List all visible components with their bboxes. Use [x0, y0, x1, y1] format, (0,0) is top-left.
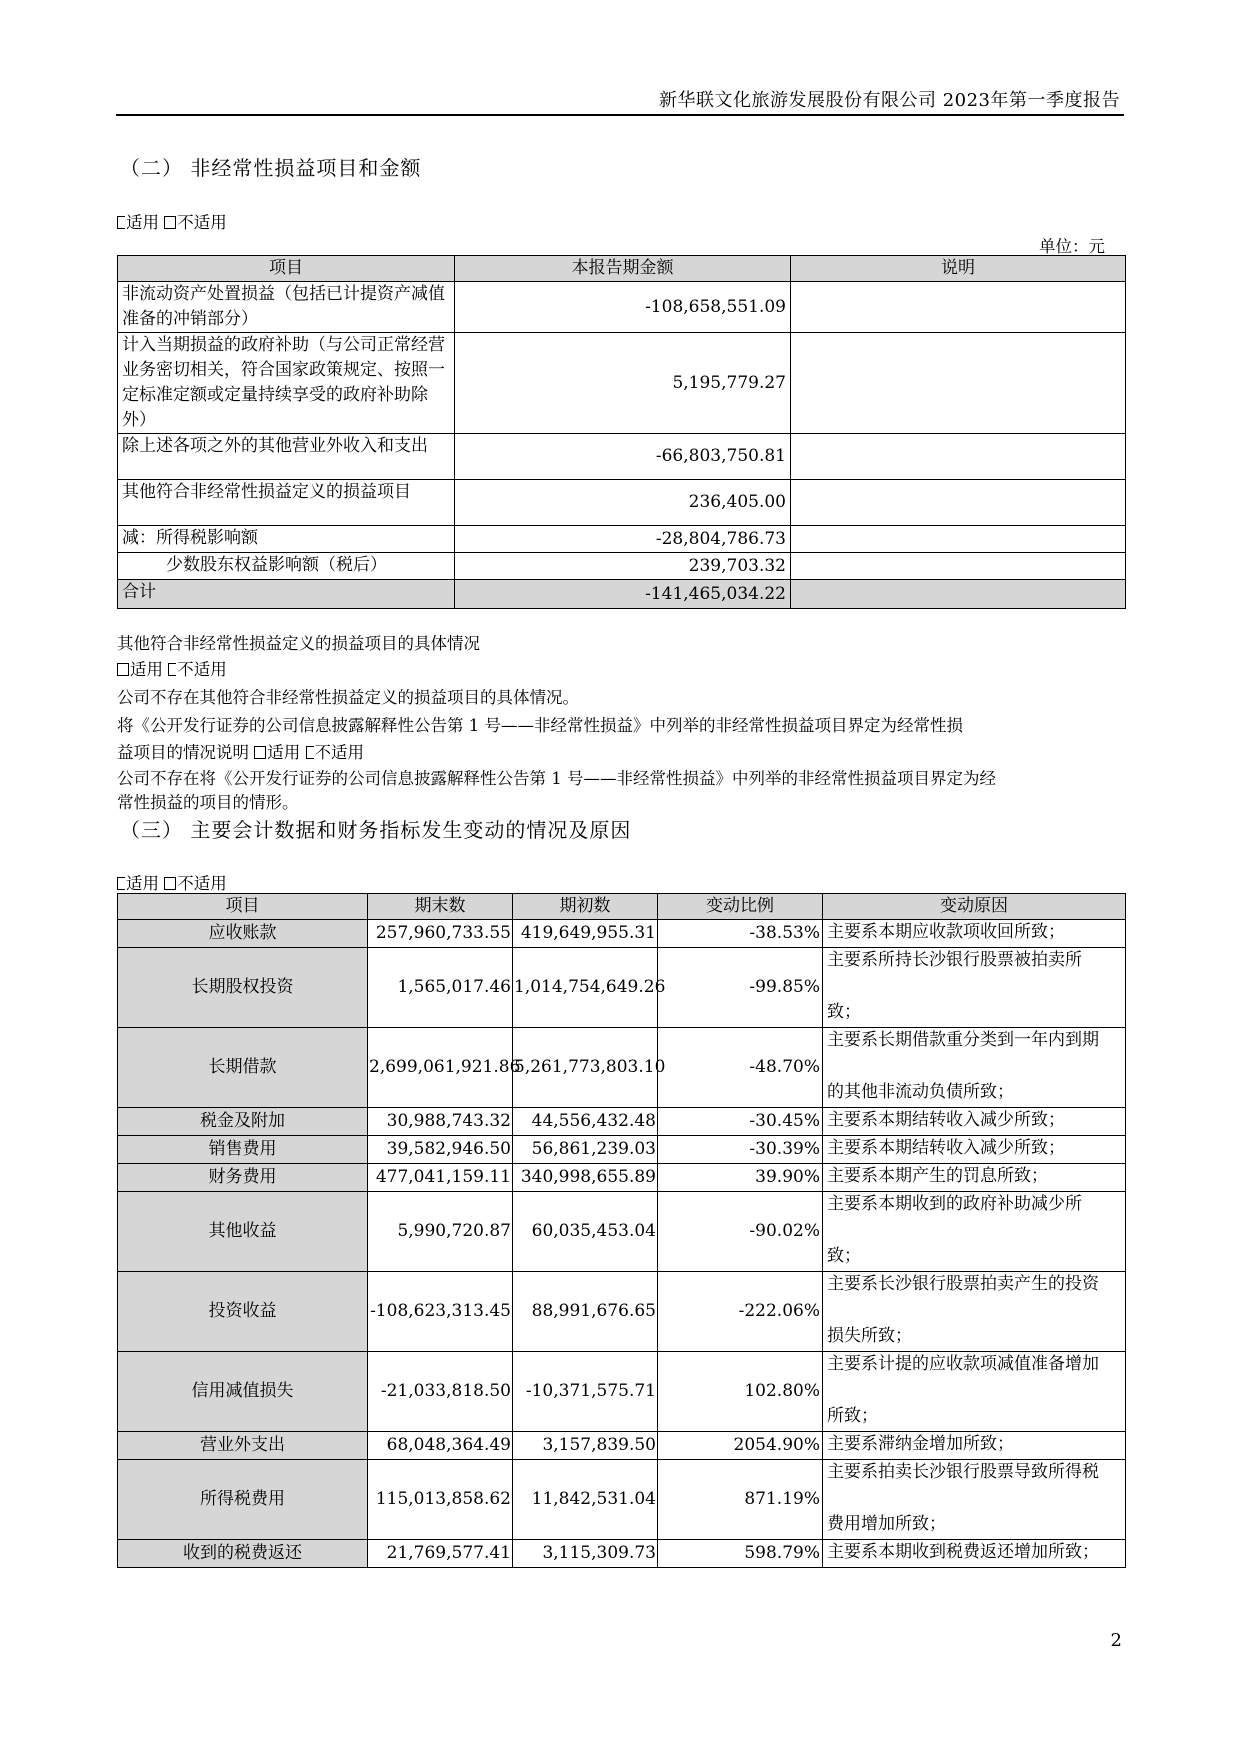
checked-box-icon	[117, 216, 125, 229]
statement-prefix: 益项目的情况说明	[117, 743, 249, 762]
item-name: 销售费用	[118, 1136, 368, 1164]
period-begin-value: 60,035,453.04	[513, 1192, 658, 1272]
reason-line: 主要系滞纳金增加所致；	[827, 1434, 1014, 1454]
reason-line: 主要系拍卖长沙银行股票导致所得税	[827, 1462, 1099, 1482]
item-name: 营业外支出	[118, 1432, 368, 1460]
period-begin-value: 340,998,655.89	[513, 1164, 658, 1192]
reason-line: 主要系本期结转收入减少所致；	[827, 1138, 1065, 1158]
change-reason	[823, 948, 1126, 1028]
note-cell	[791, 480, 1126, 526]
item-name: 税金及附加	[118, 1108, 368, 1136]
note-cell	[791, 553, 1126, 580]
change-ratio: -30.45%	[658, 1108, 823, 1136]
not-applicable-label: 不适用	[177, 213, 227, 232]
table-row	[118, 1460, 1126, 1540]
reason-line: 主要系本期产生的罚息所致；	[827, 1166, 1048, 1186]
table-row	[118, 1192, 1126, 1272]
unit-label: 单位：元	[1039, 237, 1105, 256]
table-row	[118, 1164, 1126, 1192]
period-end-value: 1,565,017.46	[368, 948, 513, 1028]
amount-cell: -108,658,551.09	[455, 282, 791, 333]
table-row	[118, 580, 1126, 609]
change-ratio: 39.90%	[658, 1164, 823, 1192]
table-row	[118, 434, 1126, 480]
change-reason	[823, 1272, 1126, 1352]
column-header: 期初数	[513, 894, 658, 920]
item-name: 少数股东权益影响额（税后）	[118, 553, 455, 580]
applicable-label: 适用	[126, 874, 159, 893]
checkbox-icon	[254, 746, 266, 759]
table-row	[118, 282, 1126, 333]
reason-line: 主要系本期收到的政府补助减少所	[827, 1194, 1082, 1214]
reason-line: 所致；	[827, 1406, 878, 1426]
non-recurring-items-table	[117, 255, 1126, 609]
item-name: 长期股权投资	[118, 948, 368, 1028]
period-end-value: -21,033,818.50	[368, 1352, 513, 1432]
table-row	[118, 526, 1126, 553]
amount-cell: 239,703.32	[455, 553, 791, 580]
reason-line: 致；	[827, 1002, 861, 1022]
not-applicable-label: 不适用	[314, 743, 364, 762]
change-reason	[823, 1192, 1126, 1272]
period-end-value: 477,041,159.11	[368, 1164, 513, 1192]
column-header: 项目	[118, 256, 455, 282]
statement-line: 常性损益的项目的情形。	[117, 793, 299, 812]
change-reason	[823, 1352, 1126, 1432]
not-applicable-label: 不适用	[177, 660, 227, 679]
reason-line: 主要系本期收到税费返还增加所致；	[827, 1542, 1099, 1562]
page-number: 2	[1110, 1630, 1122, 1651]
item-name: 应收账款	[118, 920, 368, 948]
change-ratio: 598.79%	[658, 1540, 823, 1568]
change-reason	[823, 920, 1126, 948]
note-cell	[791, 526, 1126, 553]
section3-heading: （三） 主要会计数据和财务指标发生变动的情况及原因	[120, 818, 632, 842]
period-end-value: -108,623,313.45	[368, 1272, 513, 1352]
note-cell	[791, 282, 1126, 333]
period-begin-value: 1,014,754,649.26	[513, 948, 658, 1028]
item-name: 其他符合非经常性损益定义的损益项目	[118, 480, 455, 526]
table-row	[118, 553, 1126, 580]
table-row	[118, 333, 1126, 434]
item-name: 财务费用	[118, 1164, 368, 1192]
table-row	[118, 1028, 1126, 1108]
change-reason	[823, 1432, 1126, 1460]
period-begin-value: 3,157,839.50	[513, 1432, 658, 1460]
period-begin-value: 88,991,676.65	[513, 1272, 658, 1352]
change-ratio: 2054.90%	[658, 1432, 823, 1460]
column-header: 项目	[118, 894, 368, 920]
reason-line: 主要系长沙银行股票拍卖产生的投资	[827, 1274, 1099, 1294]
change-ratio: -48.70%	[658, 1028, 823, 1108]
other-items-line: 其他符合非经常性损益定义的损益项目的具体情况	[117, 634, 480, 653]
change-reason	[823, 1108, 1126, 1136]
change-ratio: 102.80%	[658, 1352, 823, 1432]
item-name: 其他收益	[118, 1192, 368, 1272]
statement-line: 将《公开发行证券的公司信息披露解释性公告第 1 号——非经常性损益》中列举的非经常性损益项目界定为经常性损	[117, 716, 963, 735]
financial-changes-table	[117, 893, 1126, 1568]
amount-cell: -66,803,750.81	[455, 434, 791, 480]
change-reason	[823, 1028, 1126, 1108]
change-ratio: -38.53%	[658, 920, 823, 948]
note-cell	[791, 580, 1126, 609]
period-end-value: 2,699,061,921.86	[368, 1028, 513, 1108]
table-row	[118, 480, 1126, 526]
reason-line: 主要系所持长沙银行股票被拍卖所	[827, 950, 1082, 970]
reason-line: 费用增加所致；	[827, 1514, 946, 1534]
change-ratio: -222.06%	[658, 1272, 823, 1352]
period-end-value: 5,990,720.87	[368, 1192, 513, 1272]
note-cell	[791, 434, 1126, 480]
section2-heading: （二） 非经常性损益项目和金额	[120, 156, 422, 180]
period-begin-value: -10,371,575.71	[513, 1352, 658, 1432]
table-row	[118, 1272, 1126, 1352]
amount-cell: -141,465,034.22	[455, 580, 791, 609]
change-reason	[823, 1540, 1126, 1568]
period-begin-value: 11,842,531.04	[513, 1460, 658, 1540]
column-header: 变动比例	[658, 894, 823, 920]
amount-cell: 5,195,779.27	[455, 333, 791, 434]
item-name: 收到的税费返还	[118, 1540, 368, 1568]
change-reason	[823, 1136, 1126, 1164]
item-name: 除上述各项之外的其他营业外收入和支出	[118, 434, 455, 480]
column-header: 期末数	[368, 894, 513, 920]
applicable-label: 适用	[126, 213, 159, 232]
other-items-applicability	[117, 656, 227, 680]
statement-line: 公司不存在其他符合非经常性损益定义的损益项目的具体情况。	[117, 688, 579, 707]
period-begin-value: 5,261,773,803.10	[513, 1028, 658, 1108]
table-header-row	[118, 894, 1126, 920]
table-row	[118, 1352, 1126, 1432]
header-rule	[116, 114, 1124, 116]
period-end-value: 21,769,577.41	[368, 1540, 513, 1568]
change-reason	[823, 1460, 1126, 1540]
item-name: 减：所得税影响额	[118, 526, 455, 553]
change-ratio: -99.85%	[658, 948, 823, 1028]
table-row	[118, 1136, 1126, 1164]
reason-line: 主要系本期结转收入减少所致；	[827, 1110, 1065, 1130]
checkbox-icon	[164, 877, 176, 890]
change-ratio: 871.19%	[658, 1460, 823, 1540]
statement-line	[117, 739, 364, 763]
applicable-label: 适用	[267, 743, 301, 762]
item-name: 所得税费用	[118, 1460, 368, 1540]
reason-line: 主要系计提的应收款项减值准备增加	[827, 1354, 1099, 1374]
applicable-label: 适用	[130, 660, 163, 679]
column-header: 本报告期金额	[455, 256, 791, 282]
table-row	[118, 920, 1126, 948]
period-begin-value: 419,649,955.31	[513, 920, 658, 948]
reason-line: 损失所致；	[827, 1326, 912, 1346]
reason-line: 主要系长期借款重分类到一年内到期	[827, 1030, 1099, 1050]
change-ratio: -90.02%	[658, 1192, 823, 1272]
change-ratio: -30.39%	[658, 1136, 823, 1164]
checked-box-icon	[306, 746, 314, 759]
change-reason	[823, 1164, 1126, 1192]
report-header-title: 新华联文化旅游发展股份有限公司 2023年第一季度报告	[658, 90, 1120, 111]
statement-line: 公司不存在将《公开发行证券的公司信息披露解释性公告第 1 号——非经常性损益》中列举的非经常性损益项目界定为经	[117, 769, 996, 788]
reason-line: 致；	[827, 1246, 861, 1266]
period-begin-value: 56,861,239.03	[513, 1136, 658, 1164]
period-end-value: 30,988,743.32	[368, 1108, 513, 1136]
checkbox-icon	[164, 216, 176, 229]
item-name: 投资收益	[118, 1272, 368, 1352]
table-row	[118, 1540, 1126, 1568]
table-row	[118, 1432, 1126, 1460]
period-end-value: 257,960,733.55	[368, 920, 513, 948]
not-applicable-label: 不适用	[177, 874, 227, 893]
checked-box-icon	[117, 877, 125, 890]
section2-applicability	[117, 209, 227, 233]
item-name: 计入当期损益的政府补助（与公司正常经营业务密切相关，符合国家政策规定、按照一定标准定额或定量持续享受的政府补助除外）	[118, 333, 455, 434]
table-row	[118, 948, 1126, 1028]
item-name: 长期借款	[118, 1028, 368, 1108]
period-end-value: 39,582,946.50	[368, 1136, 513, 1164]
table-header-row	[118, 256, 1126, 282]
item-name: 非流动资产处置损益（包括已计提资产减值准备的冲销部分）	[118, 282, 455, 333]
checkbox-icon	[117, 663, 129, 676]
period-begin-value: 44,556,432.48	[513, 1108, 658, 1136]
item-name: 信用减值损失	[118, 1352, 368, 1432]
note-cell	[791, 333, 1126, 434]
item-name: 合计	[118, 580, 455, 609]
reason-line: 主要系本期应收款项收回所致；	[827, 922, 1065, 942]
checked-box-icon	[168, 663, 176, 676]
reason-line: 的其他非流动负债所致；	[827, 1082, 1014, 1102]
amount-cell: 236,405.00	[455, 480, 791, 526]
column-header: 变动原因	[823, 894, 1126, 920]
section3-applicability	[117, 870, 227, 894]
period-begin-value: 3,115,309.73	[513, 1540, 658, 1568]
period-end-value: 115,013,858.62	[368, 1460, 513, 1540]
table-row	[118, 1108, 1126, 1136]
amount-cell: -28,804,786.73	[455, 526, 791, 553]
column-header: 说明	[791, 256, 1126, 282]
period-end-value: 68,048,364.49	[368, 1432, 513, 1460]
